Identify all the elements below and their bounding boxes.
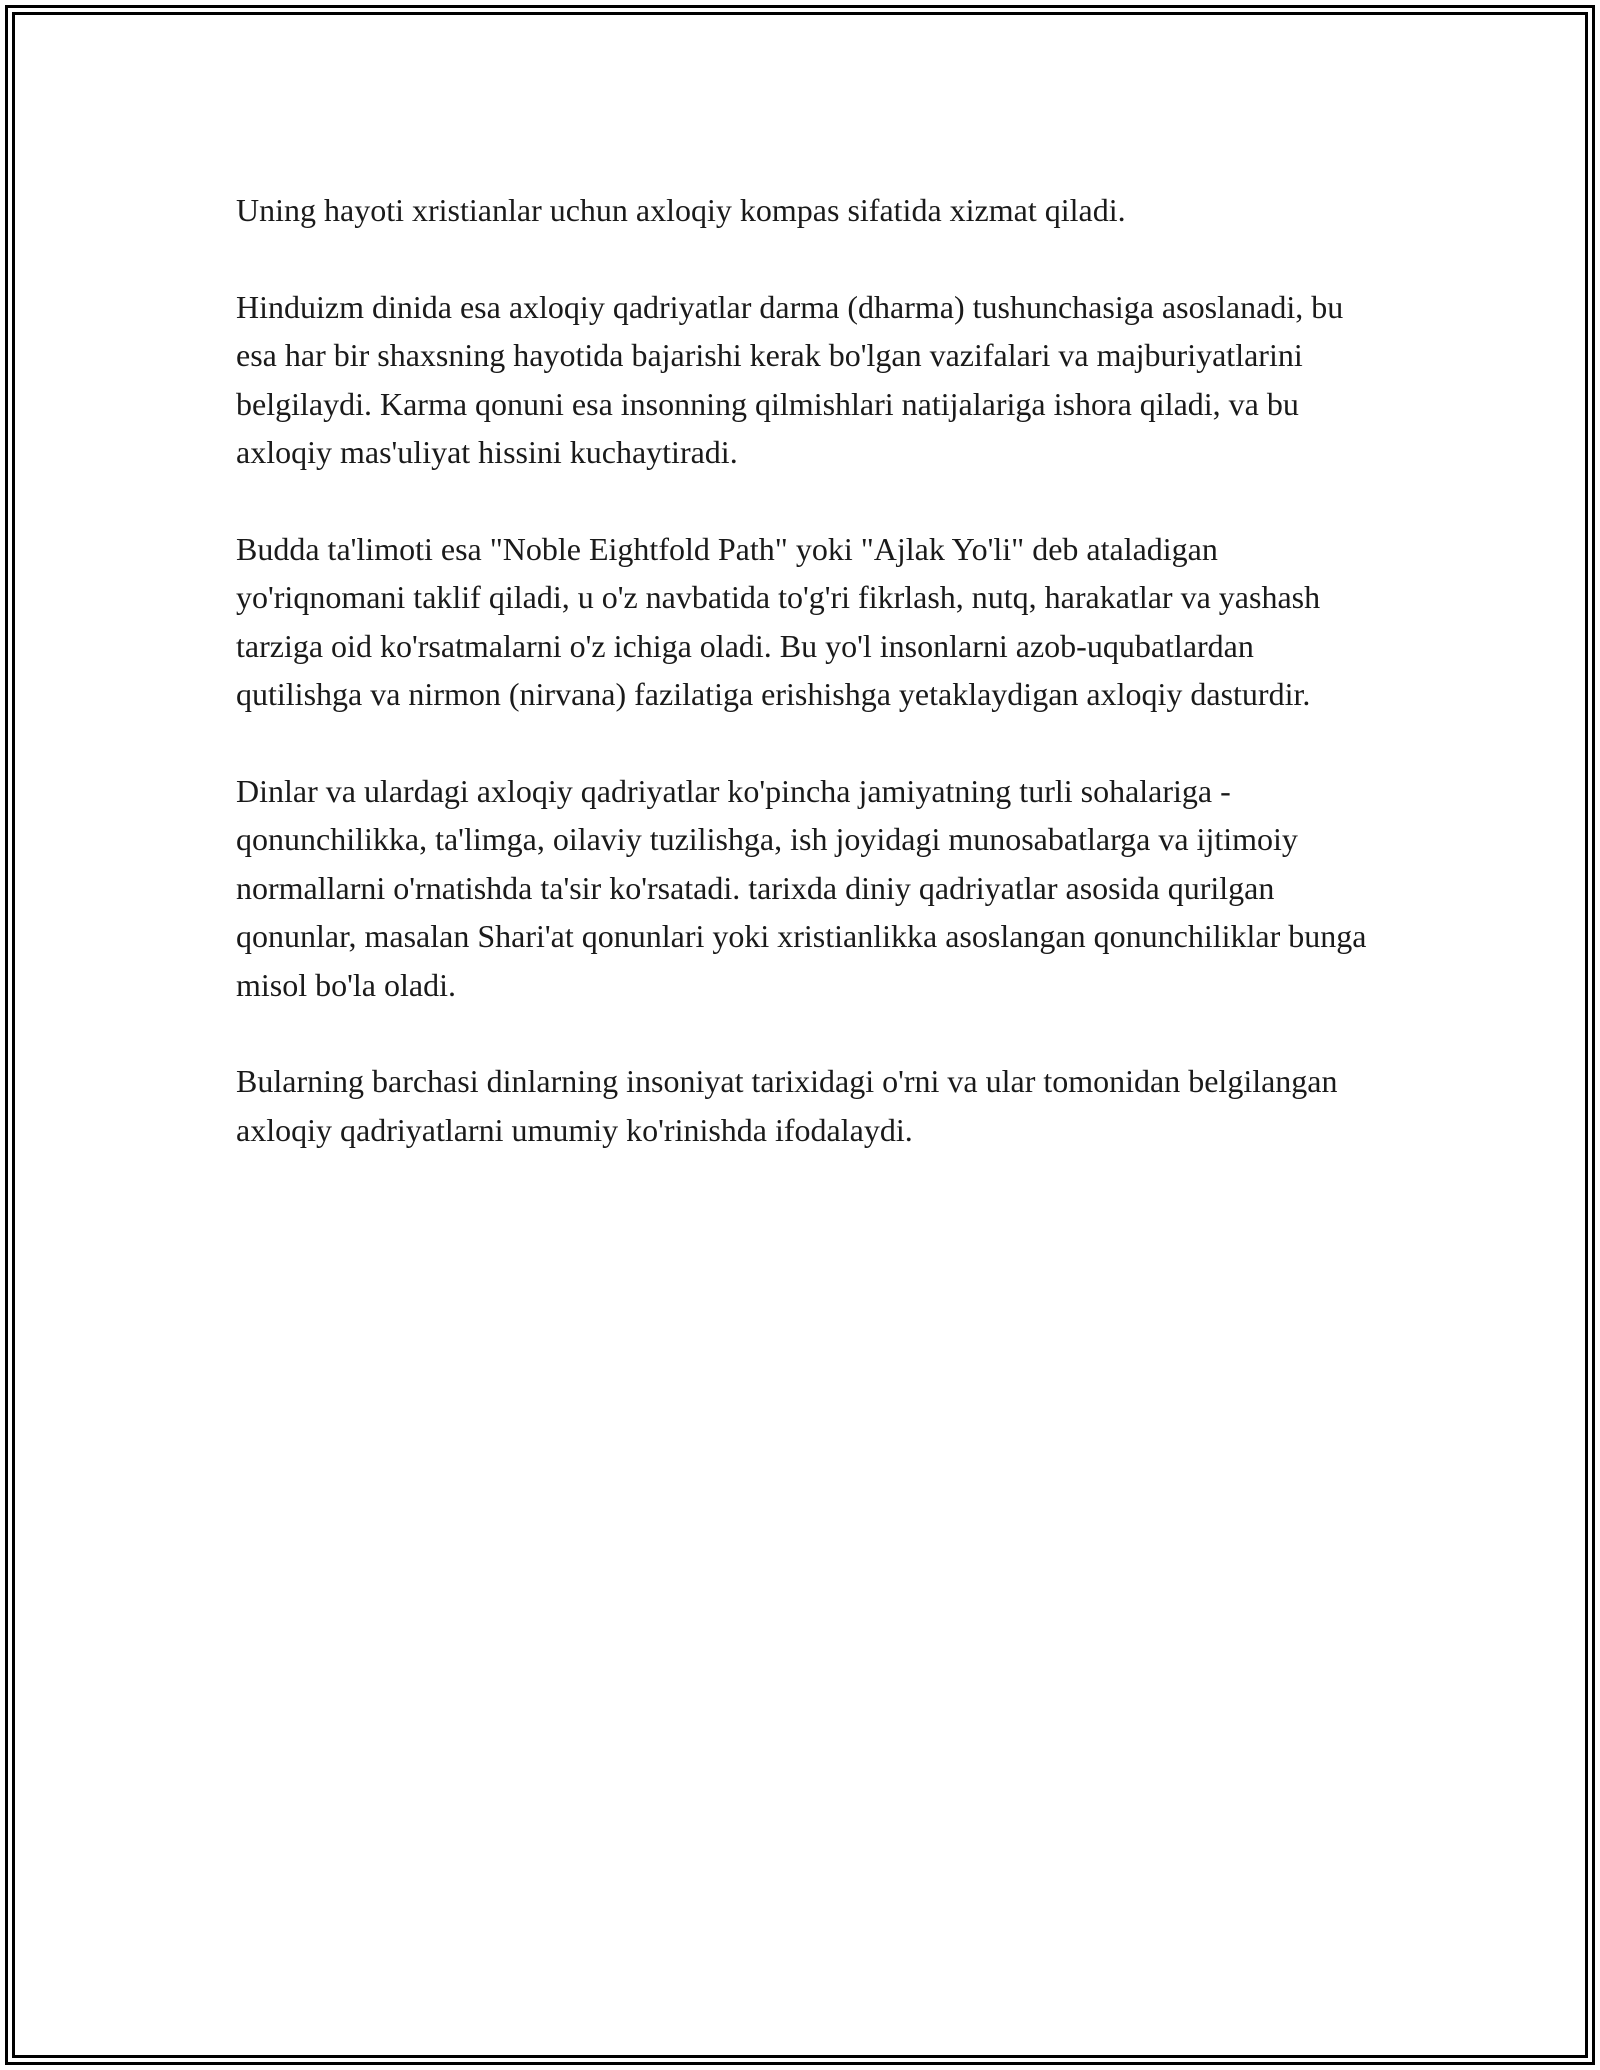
paragraph: Budda ta'limoti esa "Noble Eightfold Path" yoki "Ajlak Yo'li" deb ataladigan yo'riqnomani taklif qiladi, u o'z navbatida to'g'ri fikrlash, nutq, harakatlar va yashash tarziga oid ko'rsatmalarni o'z ichiga oladi. Bu yo'l insonlarni azob-uqubatlardan qutilishga va nirmon (nirvana) fazilatiga erishishga yetaklaydigan axloqiy dasturdir. — [236, 530, 1321, 712]
paragraph: Bularning barchasi dinlarning insoniyat tarixidagi o'rni va ular tomonidan belgilangan axloqiy qadriyatlarni umumiy ko'rinishda ifodalaydi. — [236, 1063, 1338, 1148]
paragraph: Dinlar va ulardagi axloqiy qadriyatlar ko'pincha jamiyatning turli sohalariga - qonunchilikka, ta'limga, oilaviy tuzilishga, ish joyidagi munosabatlarga va ijtimoiy normallarni o'rnatishda ta'sir ko'rsatadi. tarixda diniy qadriyatlar asosida qurilgan qonunlar, masalan Shari'at qonunlari yoki xristianlikka asoslangan qonunchiliklar bunga misol bo'la oladi. — [236, 772, 1367, 1003]
document-body — [236, 186, 1376, 1202]
paragraph: Uning hayoti xristianlar uchun axloqiy kompas sifatida xizmat qiladi. — [236, 192, 1126, 228]
paragraph: Hinduizm dinida esa axloqiy qadriyatlar darma (dharma) tushunchasiga asoslanadi, bu esa har bir shaxsning hayotida bajarishi kerak bo'lgan vazifalari va majburiyatlarini belgilaydi. Karma qonuni esa insonning qilmishlari natijalariga ishora qiladi, va bu axloqiy mas'uliyat hissini kuchaytiradi. — [236, 288, 1344, 470]
